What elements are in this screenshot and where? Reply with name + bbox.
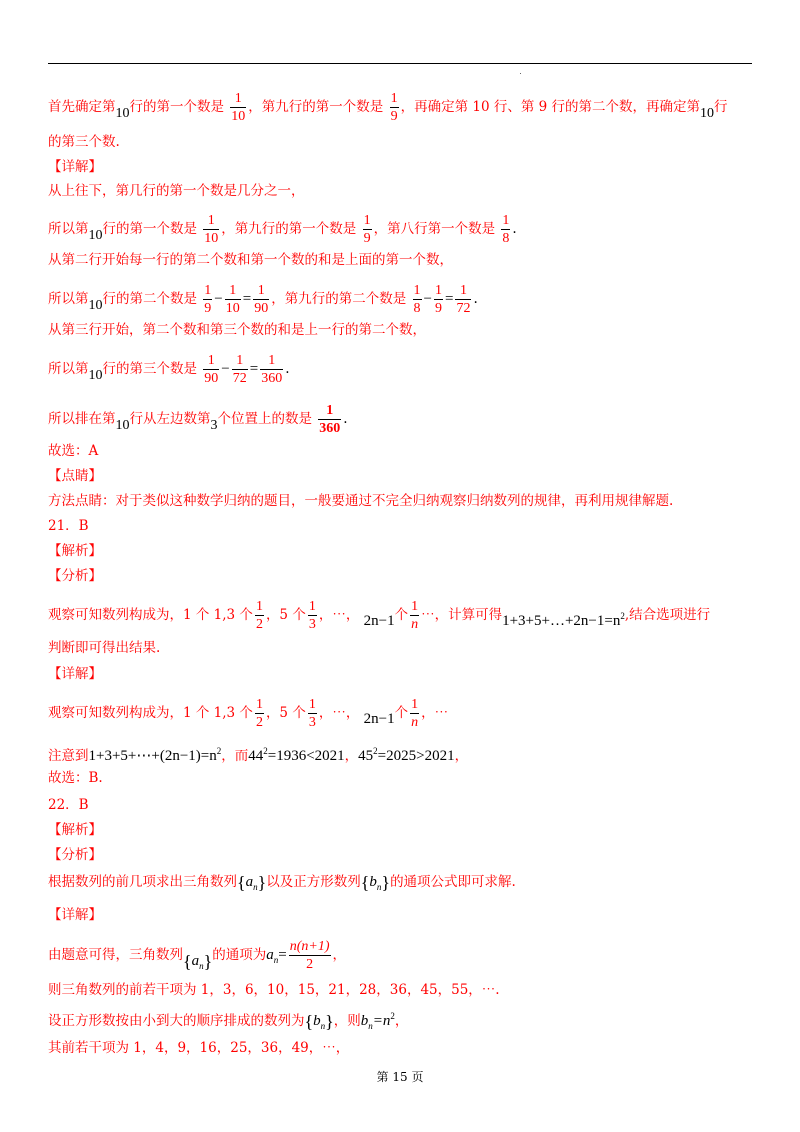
heading-analyze: 【分析】	[48, 568, 102, 584]
text: ，再确定第 10 行、第 9 行的第二个数，再确定第	[400, 99, 701, 115]
line-17: 故选：B.	[48, 770, 103, 786]
line-9: 所以排在第10行从左边数第3个位置上的数是 $\frac{1}{360}$ .	[48, 403, 348, 436]
text: 行	[714, 99, 728, 115]
heading-detail-2: 【详解】	[48, 666, 102, 682]
line-14: 判断即可得出结果.	[48, 640, 161, 656]
row-number: 10	[115, 106, 130, 121]
text: ，第九行的第一个数是	[248, 99, 384, 115]
line-22: 设正方形数按由小到大的顺序排成的数列为$\{b_n\}$，则$b_n=n^2$，	[48, 1011, 409, 1032]
text: 行的第一个数是	[129, 99, 224, 115]
line-13: 观察可知数列构成为，1 个 1,3 个 $\frac{1}{2}$ ，5 个 $\frac{1}{3}$ ，⋯， 2n−1个 $\frac{1}{n}$ ⋯，计算可得$1+3+5+\dots+2n-1=n^2$,结合选项进行	[48, 599, 711, 632]
line-16: 注意到$1+3+5+\cdots+(2n-1)=n^2$，而$44^2=1936<2021$，$45^2=2025>2021$，	[48, 746, 469, 764]
header-rule	[48, 63, 752, 64]
question-21: 21．B	[48, 518, 89, 534]
line-19: 根据数列的前几项求出三角数列$\{a_n\}$以及正方形数列$\{b_n\}$的通项公式即可求解.	[48, 872, 516, 893]
fraction: $\frac{1}{9}$	[363, 213, 371, 246]
page-number: 第 15 页	[376, 1070, 424, 1084]
line-3: 从上往下，第几行的第一个数是几分之一，	[48, 183, 305, 199]
heading-detail-3: 【详解】	[48, 907, 102, 923]
line-7: 从第三行开始，第二个数和第三个数的和是上一行的第二个数，	[48, 322, 426, 338]
fraction: $\frac{1}{10}$	[231, 91, 246, 124]
line-6: 所以第10行的第二个数是 $\frac{1}{9}$ − $\frac{1}{10}$ = $\frac{1}{90}$ ，第九行的第二个数是 $\frac{1}{8}$ − $\frac{1}{9}$ = $\frac{1}{72}$ .	[48, 283, 478, 316]
row-number: 10	[700, 106, 715, 121]
line-21: 则三角数列的前若干项为 1，3，6，10，15，21，28，36，45，55，⋯.	[48, 982, 500, 998]
line-2: 的第三个数.	[48, 134, 120, 150]
heading-note: 【点睛】	[48, 468, 102, 484]
line-11: 方法点睛：对于类似这种数学归纳的题目，一般要通过不完全归纳观察归纳数列的规律，再利用规律解题.	[48, 493, 674, 509]
line-5: 从第二行开始每一行的第二个数和第一个数的和是上面的第一个数，	[48, 252, 453, 268]
line-1	[48, 90, 728, 125]
fraction: $\frac{1}{8}$	[502, 213, 510, 246]
heading-analysis: 【解析】	[48, 543, 102, 559]
fraction: $\frac{1}{9}$	[390, 91, 398, 124]
fraction: $\frac{1}{10}$	[204, 213, 219, 246]
question-22: 22．B	[48, 797, 89, 813]
speck	[520, 73, 521, 74]
line-20: 由题意可得，三角数列$\{a_n\}$的通项为$a_n=$ $\frac{n(n+1)}{2}$ ，	[48, 939, 347, 972]
line-10: 故选：A	[48, 443, 99, 459]
heading-analyze-2: 【分析】	[48, 847, 102, 863]
line-23: 其前若干项为 1，4，9，16，25，36，49，⋯，	[48, 1040, 350, 1056]
line-15: 观察可知数列构成为，1 个 1,3 个 $\frac{1}{2}$ ，5 个 $\frac{1}{3}$ ，⋯， 2n−1个 $\frac{1}{n}$ ，⋯	[48, 697, 449, 730]
line-8: 所以第10行的第三个数是 $\frac{1}{90}$ − $\frac{1}{72}$ = $\frac{1}{360}$ .	[48, 353, 290, 386]
line-4: 所以第10行的第一个数是 $\frac{1}{10}$ ，第九行的第一个数是 $\frac{1}{9}$ ，第八行第一个数是 $\frac{1}{8}$ .	[48, 213, 517, 246]
text: 首先确定第	[48, 99, 116, 115]
heading-analysis-2: 【解析】	[48, 822, 102, 838]
heading-detail: 【详解】	[48, 159, 102, 175]
